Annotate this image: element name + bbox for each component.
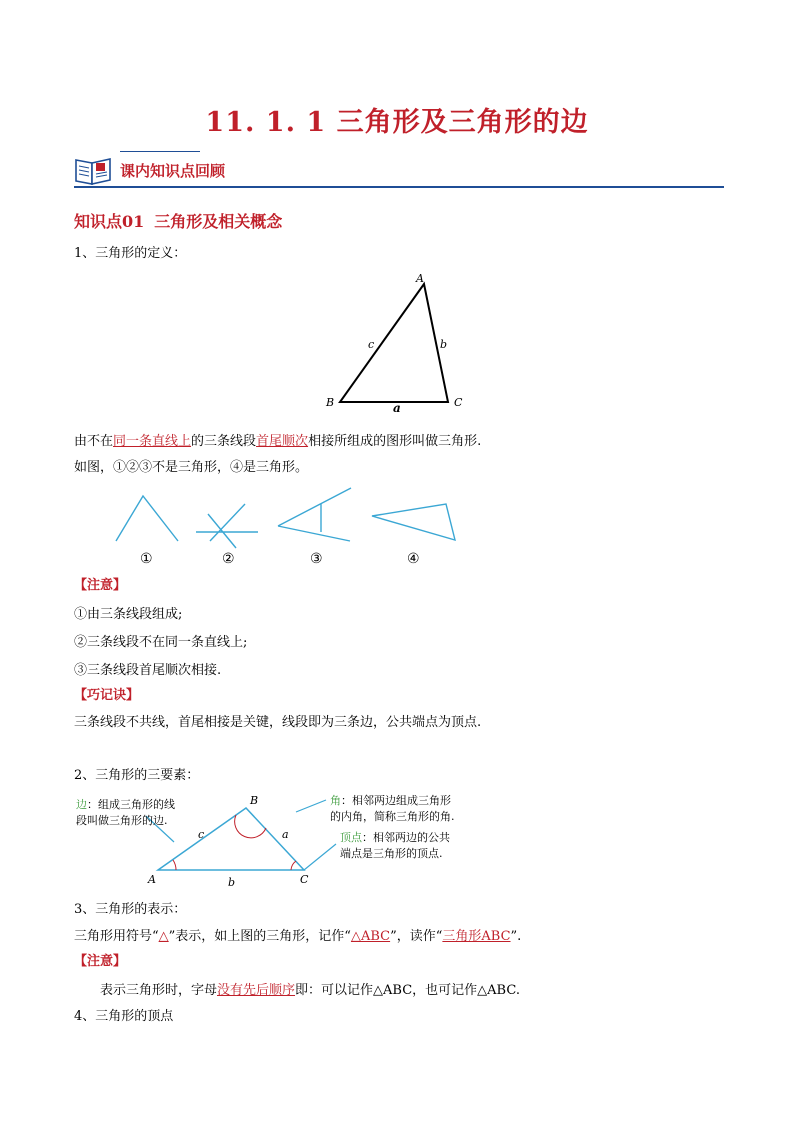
triangle-figure [320, 268, 470, 413]
fig-label-4: ④ [407, 551, 420, 567]
note2-heading: 【注意】 [74, 954, 127, 969]
fig-label-2: ② [222, 551, 235, 567]
note1-item: ①由三条线段组成; [74, 607, 183, 622]
section-header [74, 154, 724, 188]
note1-item: ②三条线段不在同一条直线上; [74, 635, 248, 650]
mnemonic-heading: 【巧记诀】 [74, 688, 140, 703]
item2-heading: 2、三角形的三要素： [74, 768, 200, 783]
side-c-label: c [368, 338, 375, 351]
definition-text: 由不在同一条直线上的三条线段首尾顺次相接所组成的图形叫做三角形. [74, 434, 482, 449]
side-a-label: a [282, 828, 289, 841]
item3-heading: 3、三角形的表示： [74, 902, 187, 917]
vertex-a-label: A [416, 272, 424, 285]
knowledge-point-title: 知识点01 三角形及相关概念 [74, 212, 283, 231]
side-b-label: b [228, 876, 236, 889]
vertex-b-label: B [250, 794, 259, 807]
notation-text: 三角形用符号“△”表示，如上图的三角形，记作“△ABC”，读作“三角形ABC”. [74, 929, 522, 944]
fig-label-3: ③ [310, 551, 323, 567]
examples-figure [110, 486, 470, 568]
note1-item: ③三条线段首尾顺次相接. [74, 663, 222, 678]
vertex-c-label: C [454, 396, 463, 409]
angle-term: 角 [330, 794, 341, 807]
side-b-label: b [440, 338, 448, 351]
item4-heading: 4、三角形的顶点 [74, 1009, 174, 1024]
book-icon [74, 154, 114, 186]
fig-label-1: ① [140, 551, 153, 567]
svg-text:角：相邻两边组成三角形: 角：相邻两边组成三角形 [330, 794, 451, 807]
vertex-b-label: B [326, 396, 335, 409]
note1-heading: 【注意】 [74, 578, 127, 593]
vertex-term: 顶点 [340, 831, 362, 844]
section-label: 课内知识点回顾 [120, 162, 226, 180]
item1-heading: 1、三角形的定义： [74, 246, 187, 261]
svg-text:顶点：相邻两边的公共: 顶点：相邻两边的公共 [340, 831, 450, 844]
side-a-label: a [393, 401, 401, 413]
page-title: 11. 1. 1 三角形及三角形的边 [205, 107, 589, 138]
vertex-c-label: C [300, 873, 309, 886]
vertex-a-label: A [148, 873, 156, 886]
elements-figure [74, 786, 494, 892]
mnemonic-text: 三条线段不共线，首尾相接是关键，线段即为三条边，公共端点为顶点. [74, 715, 482, 730]
svg-text:边：组成三角形的线: 边：组成三角形的线 [76, 798, 175, 811]
example-text: 如图，①②③不是三角形，④是三角形。 [74, 460, 309, 475]
angle-definition: 的内角，简称三角形的角. [330, 810, 455, 823]
side-definition: 段叫做三角形的边. [76, 814, 168, 827]
side-term: 边 [76, 798, 87, 811]
side-c-label: c [198, 828, 205, 841]
vertex-definition: 端点是三角形的顶点. [340, 847, 443, 860]
note2-text: 表示三角形时，字母没有先后顺序即：可以记作△ABC，也可记作△ABC. [100, 983, 520, 998]
